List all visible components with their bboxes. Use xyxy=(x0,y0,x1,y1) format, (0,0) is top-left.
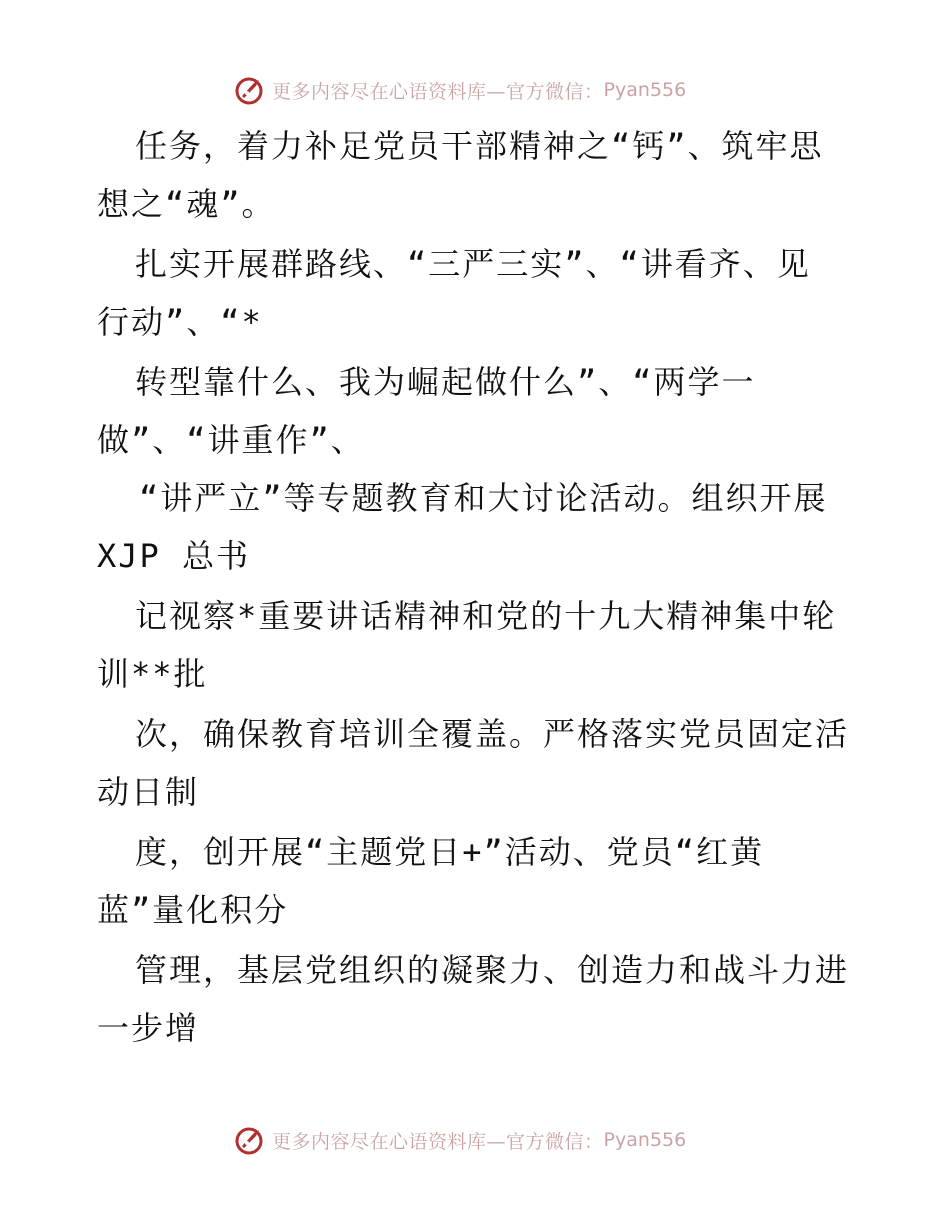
watermark-brand: Pyan556 xyxy=(603,1129,687,1151)
body-line: 想之“魂”。 xyxy=(97,185,276,223)
body-line: 任务，着力补足党员干部精神之“钙”、筑牢思 xyxy=(135,127,824,165)
watermark-text: 更多内容尽在心语资料库—官方微信： xyxy=(272,80,604,103)
header-watermark xyxy=(234,72,686,108)
body-line: 做”、“讲重作”、 xyxy=(97,421,365,459)
body-line: 一步增 xyxy=(97,1009,200,1047)
watermark-text: 更多内容尽在心语资料库—官方微信： xyxy=(272,1130,604,1153)
body-line: 记视察*重要讲话精神和党的十九大精神集中轮 xyxy=(135,597,837,635)
body-line: 转型靠什么、我为崛起做什么”、“两学一 xyxy=(135,363,756,401)
brush-seal-logo-icon xyxy=(234,74,266,106)
body-line: 管理，基层党组织的凝聚力、创造力和战斗力进 xyxy=(135,951,850,989)
body-line: 度，创开展“主题党日+”活动、党员“红黄 xyxy=(135,833,765,871)
body-line: “讲严立”等专题教育和大讨论活动。组织开展 xyxy=(139,479,828,517)
body-line: 次，确保教育培训全覆盖。严格落实党员固定活 xyxy=(135,715,850,753)
body-line: 行动”、“* xyxy=(97,303,263,341)
watermark-brand: Pyan556 xyxy=(603,79,687,101)
footer-watermark xyxy=(234,1122,686,1158)
body-line: 训**批 xyxy=(97,655,208,693)
body-line: XJP 总书 xyxy=(97,537,251,575)
body-line: 蓝”量化积分 xyxy=(97,891,289,929)
brush-seal-logo-icon xyxy=(234,1124,266,1156)
body-line: 扎实开展群路线、“三严三实”、“讲看齐、见 xyxy=(135,245,811,283)
body-line: 动日制 xyxy=(97,773,200,811)
